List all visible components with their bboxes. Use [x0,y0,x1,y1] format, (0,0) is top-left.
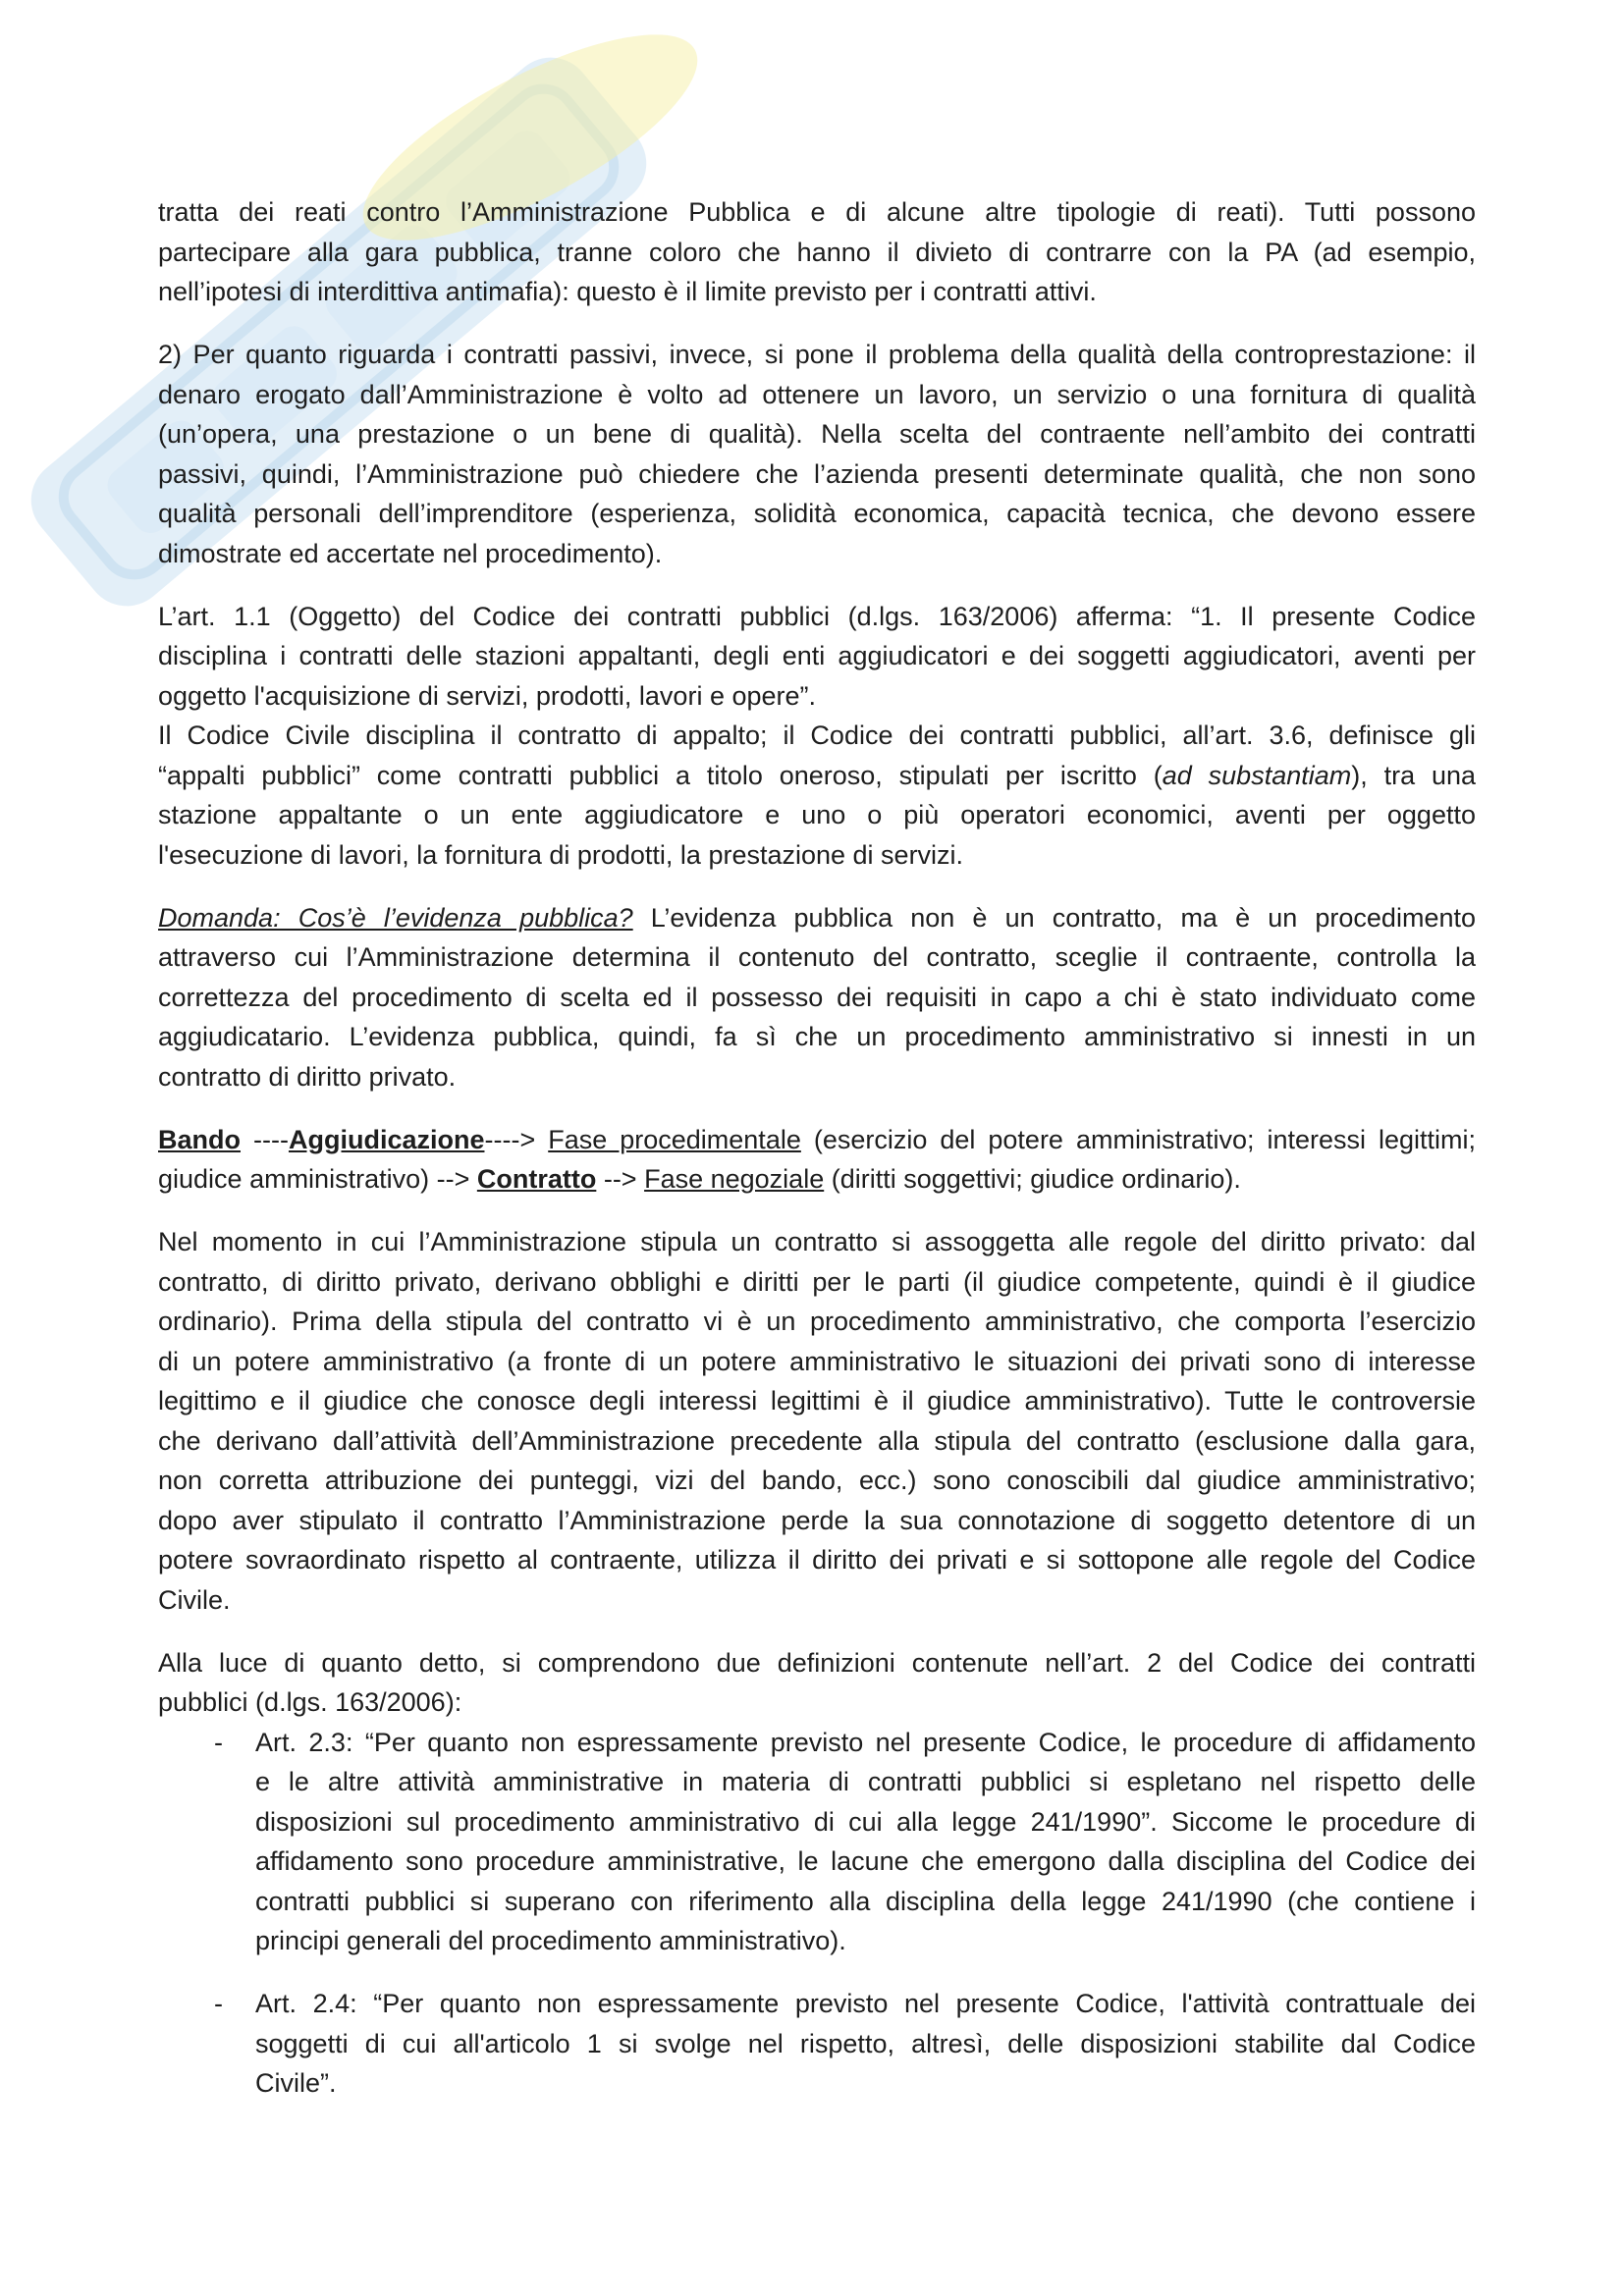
list-marker: - [214,1727,223,1757]
text-line: qualità personali dell’imprenditore (esperienza, solidità economica, capacità tecnica, che devono essere [158,499,1476,528]
text-line: Civile”. [255,2068,337,2098]
text-line: principi generali del procedimento amministrativo). [255,1926,846,1955]
paragraph [158,898,1476,1097]
text-line: ordinario). Prima della stipula del contratto vi è un procedimento amministrativo, che comporta l’esercizio [158,1307,1476,1336]
text-line: Art. 2.4: “Per quanto non espressamente previsto nel presente Codice, l'attività contrattuale dei [255,1989,1476,2018]
text-line: l'esecuzione di lavori, la fornitura di prodotti, la prestazione di servizi. [158,839,964,870]
text-line: che derivano dall’attività dell’Amministrazione precedente alla stipula del contratto (esclusione dalla gara, [158,1425,1476,1456]
text-line: dimostrate ed accertate nel procedimento). [158,538,663,568]
text-segment: (diritti soggettivi; giudice ordinario). [824,1164,1241,1194]
text-line: L’art. 1.1 (Oggetto) del Codice dei contratti pubblici (d.lgs. 163/2006) afferma: “1. Il presente Codice [158,601,1476,631]
text-line: disposizioni sul procedimento amministrativo di cui alla legge 241/1990”. Siccome le procedure di [255,1806,1476,1837]
text-line: affidamento sono procedure amministrative, le lacune che emergono dalla disciplina del Codice dei [255,1846,1476,1876]
list-item [158,1723,1476,1961]
text-line: correttezza del procedimento di scelta ed il possesso dei requisiti in capo a chi è stato individuato come [158,982,1476,1012]
text-line: e le altre attività amministrative in materia di contratti pubblici si espletano nel rispetto delle [255,1767,1476,1796]
text-line: disciplina i contratti delle stazioni appaltanti, degli enti aggiudicatori e dei soggetti aggiudicatori, aventi per [158,641,1476,670]
text-segment: ---- [241,1124,289,1154]
paragraph [158,192,1476,312]
text-line: non corretta attribuzione dei punteggi, vizi del bando, ecc.) sono conoscibili dal giudice amministrativo; [158,1466,1476,1495]
text-line: Alla luce di quanto detto, si comprendono due definizioni contenute nell’art. 2 del Codice dei contratti [158,1647,1476,1678]
text-line: di un potere amministrativo (a fronte di un potere amministrativo le situazioni dei privati sono di interesse [158,1346,1476,1376]
text-line: Nel momento in cui l’Amministrazione stipula un contratto si assoggetta alle regole del diritto privato: dal [158,1227,1476,1256]
paragraph [158,1643,1476,1723]
text-line [158,898,1476,938]
text-line: oggetto l'acquisizione di servizi, prodotti, lavori e opere”. [158,680,817,711]
text-line: passivi, quindi, l’Amministrazione può chiedere che l’azienda presenti determinate qualità, che non sono [158,458,1476,489]
text-segment: --> [596,1164,645,1194]
emphasis-italic-underline: Domanda: Cos’è l’evidenza pubblica? [158,902,633,933]
paragraph [158,1120,1476,1200]
text-line: Art. 2.3: “Per quanto non espressamente previsto nel presente Codice, le procedure di affidamento [255,1727,1476,1757]
text-segment: ), tra una [1351,760,1476,790]
text-line: tratta dei reati contro l’Amministrazione Pubblica e di alcune altre tipologie di reati). Tutti possono [158,197,1476,227]
paragraph [158,597,1476,717]
text-segment: ----> [484,1124,549,1154]
emphasis-underline: Fase procedimentale [548,1124,801,1154]
text-line: stazione appaltante o un ente aggiudicatore e uno o più operatori economici, aventi per oggetto [158,800,1476,829]
emphasis-bold-underline: Contratto [476,1164,597,1194]
text-line: dopo aver stipulato il contratto l’Amministrazione perde la sua connotazione di soggetto detentore di un [158,1505,1476,1535]
text-line [158,1159,1476,1200]
text-line: legittimo e il giudice che conosce degli interessi legittimi è il giudice amministrativo). Tutte le controversie [158,1386,1476,1415]
list-item [158,1984,1476,2104]
text-line: contratti pubblici si superano con riferimento alla disciplina della legge 241/1990 (che contiene i [255,1886,1476,1916]
text-line: potere sovraordinato rispetto al contraente, utilizza il diritto dei privati e si sottopone alle regole del Codice [158,1545,1476,1575]
text-line: attraverso cui l’Amministrazione determina il contenuto del contratto, sceglie il contraente, controlla la [158,942,1476,972]
emphasis-bold-underline: Bando [158,1124,241,1154]
text-line: Il Codice Civile disciplina il contratto di appalto; il Codice dei contratti pubblici, all’art. 3.6, definisce gli [158,721,1476,750]
text-line [158,1120,1476,1160]
text-line: partecipare alla gara pubblica, tranne coloro che hanno il divieto di contrarre con la PA (ad esempio, [158,237,1476,267]
document-body [158,192,1476,2104]
text-line: denaro erogato dall’Amministrazione è volto ad ottenere un lavoro, un servizio o una fornitura di qualità [158,379,1476,409]
emphasis-underline: Fase negoziale [644,1164,825,1194]
emphasis-bold-underline: Aggiudicazione [288,1124,485,1154]
text-segment: (esercizio del potere amministrativo; interessi legittimi; [800,1124,1477,1154]
text-line: contratto, di diritto privato, derivano obblighi e diritti per le parti (il giudice competente, quindi è il giudice [158,1266,1476,1297]
paragraph [158,335,1476,573]
paragraph [158,716,1476,875]
emphasis-italic: ad substantiam [1162,760,1352,790]
text-segment: giudice amministrativo) --> [158,1164,477,1194]
list-marker: - [214,1989,223,2018]
text-line: aggiudicatario. L’evidenza pubblica, quindi, fa sì che un procedimento amministrativo si innesti in un [158,1022,1476,1051]
text-segment: “appalti pubblici” come contratti pubblici a titolo oneroso, stipulati per iscritto ( [158,760,1163,790]
text-line: (un’opera, una prestazione o un bene di qualità). Nella scelta del contraente nell’ambito dei contratti [158,419,1476,449]
text-line: pubblici (d.lgs. 163/2006): [158,1687,462,1717]
text-line: contratto di diritto privato. [158,1061,457,1092]
text-line: nell’ipotesi di interdittiva antimafia): questo è il limite previsto per i contratti attivi. [158,277,1097,306]
text-line [158,756,1476,796]
text-line: Civile. [158,1584,231,1615]
text-line: 2) Per quanto riguarda i contratti passivi, invece, si pone il problema della qualità della controprestazione: il [158,340,1476,369]
paragraph [158,1222,1476,1620]
text-line: soggetti di cui all'articolo 1 si svolge nel rispetto, altresì, delle disposizioni stabilite dal Codice [255,2028,1476,2058]
text-segment: L’evidenza pubblica non è un contratto, ma è un procedimento [632,902,1476,933]
